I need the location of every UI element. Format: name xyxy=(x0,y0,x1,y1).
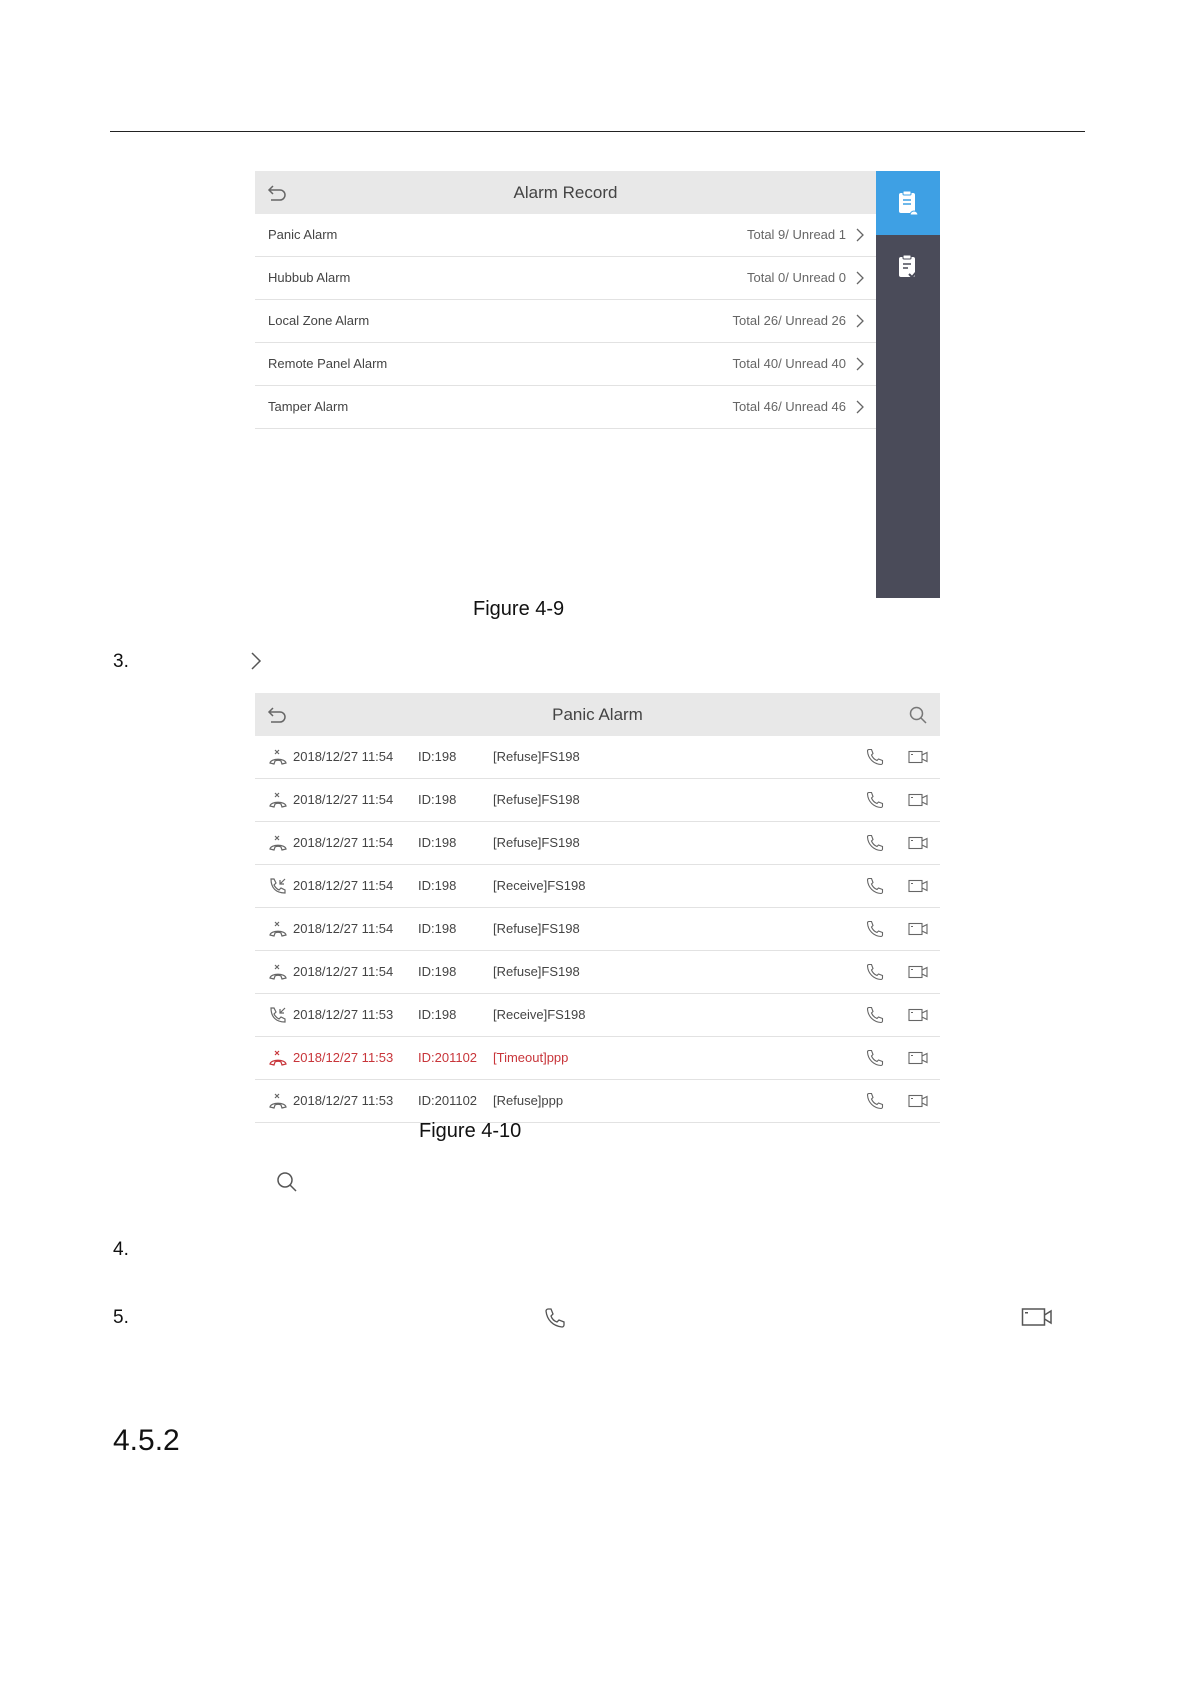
video-call-icon[interactable] xyxy=(908,836,928,850)
call-result: [Timeout]ppp xyxy=(493,1050,569,1065)
call-result: [Refuse]FS198 xyxy=(493,749,580,764)
call-result: [Refuse]FS198 xyxy=(493,921,580,936)
chevron-right-icon xyxy=(855,314,865,328)
step-4-number: 4. xyxy=(113,1239,129,1260)
refused-call-icon xyxy=(268,920,288,938)
call-time: 2018/12/27 11:54 xyxy=(293,835,394,850)
call-time: 2018/12/27 11:54 xyxy=(293,749,394,764)
alarm-count: Total 26/ Unread 26 xyxy=(732,313,846,328)
call-log-row[interactable] xyxy=(255,865,940,908)
clipboard-check-icon xyxy=(896,253,920,281)
alarm-count: Total 40/ Unread 40 xyxy=(732,356,846,371)
alarm-type-row[interactable] xyxy=(255,343,876,386)
alarm-type-row[interactable] xyxy=(255,386,876,429)
received-call-icon xyxy=(268,877,288,895)
alarm-count: Total 9/ Unread 1 xyxy=(746,227,846,242)
alarm-record-panel xyxy=(255,171,876,598)
step-5-number: 5. xyxy=(113,1307,129,1328)
device-id: ID:201102 xyxy=(418,1050,478,1065)
call-time: 2018/12/27 11:54 xyxy=(293,878,394,893)
refused-call-icon xyxy=(268,1092,288,1110)
alarm-type-name: Tamper Alarm xyxy=(268,399,349,414)
call-result: [Refuse]ppp xyxy=(493,1093,564,1108)
figure-4-10-caption: Figure 4-10 xyxy=(419,1120,522,1142)
call-time: 2018/12/27 11:54 xyxy=(293,964,394,979)
video-call-icon[interactable] xyxy=(908,793,928,807)
phone-icon[interactable] xyxy=(866,1092,884,1110)
video-call-icon[interactable] xyxy=(908,1051,928,1065)
device-id: ID:198 xyxy=(418,792,457,807)
alarm-count: Total 46/ Unread 46 xyxy=(732,399,846,414)
refused-call-icon xyxy=(268,963,288,981)
received-call-icon xyxy=(268,1006,288,1024)
section-heading-number: 4.5.2 xyxy=(113,1424,180,1457)
call-time: 2018/12/27 11:53 xyxy=(293,1093,394,1108)
alarm-type-name: Local Zone Alarm xyxy=(268,313,370,328)
call-log-row[interactable] xyxy=(255,822,940,865)
alarm-type-name: Panic Alarm xyxy=(268,227,338,242)
device-id: ID:201102 xyxy=(418,1093,478,1108)
chevron-right-icon xyxy=(855,271,865,285)
search-icon[interactable] xyxy=(908,705,928,725)
call-time: 2018/12/27 11:54 xyxy=(293,792,394,807)
sidebar-tab-alarm-record[interactable] xyxy=(876,171,940,235)
phone-icon[interactable] xyxy=(866,791,884,809)
phone-icon[interactable] xyxy=(866,920,884,938)
chevron-right-icon xyxy=(250,651,262,671)
call-time: 2018/12/27 11:54 xyxy=(293,921,394,936)
sidebar xyxy=(876,171,940,598)
video-call-icon[interactable] xyxy=(908,1094,928,1108)
alarm-count: Total 0/ Unread 0 xyxy=(746,270,846,285)
figure-4-9-caption: Figure 4-9 xyxy=(473,598,565,620)
phone-icon[interactable] xyxy=(866,1006,884,1024)
chevron-right-icon xyxy=(855,228,865,242)
alarm-record-screen xyxy=(255,171,940,598)
call-result: [Refuse]FS198 xyxy=(493,835,580,850)
device-id: ID:198 xyxy=(418,964,457,979)
alarm-type-row[interactable] xyxy=(255,214,876,257)
phone-icon[interactable] xyxy=(866,963,884,981)
title-bar xyxy=(255,171,876,214)
call-log-row[interactable] xyxy=(255,951,940,994)
phone-icon[interactable] xyxy=(866,834,884,852)
device-id: ID:198 xyxy=(418,878,457,893)
screen-title: Alarm Record xyxy=(513,183,618,202)
call-log-row[interactable] xyxy=(255,908,940,951)
call-log-row[interactable] xyxy=(255,779,940,822)
device-id: ID:198 xyxy=(418,1007,457,1022)
refused-call-icon xyxy=(268,1049,288,1067)
screen-title: Panic Alarm xyxy=(552,705,643,724)
chevron-right-icon xyxy=(855,357,865,371)
phone-icon[interactable] xyxy=(866,1049,884,1067)
call-log-row[interactable] xyxy=(255,1037,940,1080)
sidebar-tab-event-record[interactable] xyxy=(876,235,940,299)
call-time: 2018/12/27 11:53 xyxy=(293,1050,394,1065)
call-log-row[interactable] xyxy=(255,994,940,1037)
alarm-type-row[interactable] xyxy=(255,300,876,343)
panic-alarm-screen xyxy=(255,693,940,1122)
video-call-icon[interactable] xyxy=(908,922,928,936)
refused-call-icon xyxy=(268,791,288,809)
title-bar xyxy=(255,693,940,736)
video-call-icon xyxy=(1021,1307,1053,1327)
call-time: 2018/12/27 11:53 xyxy=(293,1007,394,1022)
video-call-icon[interactable] xyxy=(908,879,928,893)
device-id: ID:198 xyxy=(418,749,457,764)
refused-call-icon xyxy=(268,834,288,852)
call-log-row[interactable] xyxy=(255,736,940,779)
video-call-icon[interactable] xyxy=(908,1008,928,1022)
alarm-type-name: Hubbub Alarm xyxy=(268,270,351,285)
video-call-icon[interactable] xyxy=(908,750,928,764)
refused-call-icon xyxy=(268,748,288,766)
device-id: ID:198 xyxy=(418,835,457,850)
clipboard-alarm-icon xyxy=(896,189,920,217)
device-id: ID:198 xyxy=(418,921,457,936)
call-result: [Receive]FS198 xyxy=(493,878,586,893)
header-rule xyxy=(110,131,1085,132)
call-result: [Refuse]FS198 xyxy=(493,792,580,807)
step-3-number: 3. xyxy=(113,651,129,672)
video-call-icon[interactable] xyxy=(908,965,928,979)
phone-icon xyxy=(543,1306,567,1330)
alarm-type-row[interactable] xyxy=(255,257,876,300)
chevron-right-icon xyxy=(855,400,865,414)
call-log-row[interactable] xyxy=(255,1080,940,1123)
call-result: [Receive]FS198 xyxy=(493,1007,586,1022)
alarm-type-name: Remote Panel Alarm xyxy=(268,356,388,371)
phone-icon[interactable] xyxy=(866,748,884,766)
phone-icon[interactable] xyxy=(866,877,884,895)
search-icon xyxy=(275,1170,299,1194)
call-result: [Refuse]FS198 xyxy=(493,964,580,979)
